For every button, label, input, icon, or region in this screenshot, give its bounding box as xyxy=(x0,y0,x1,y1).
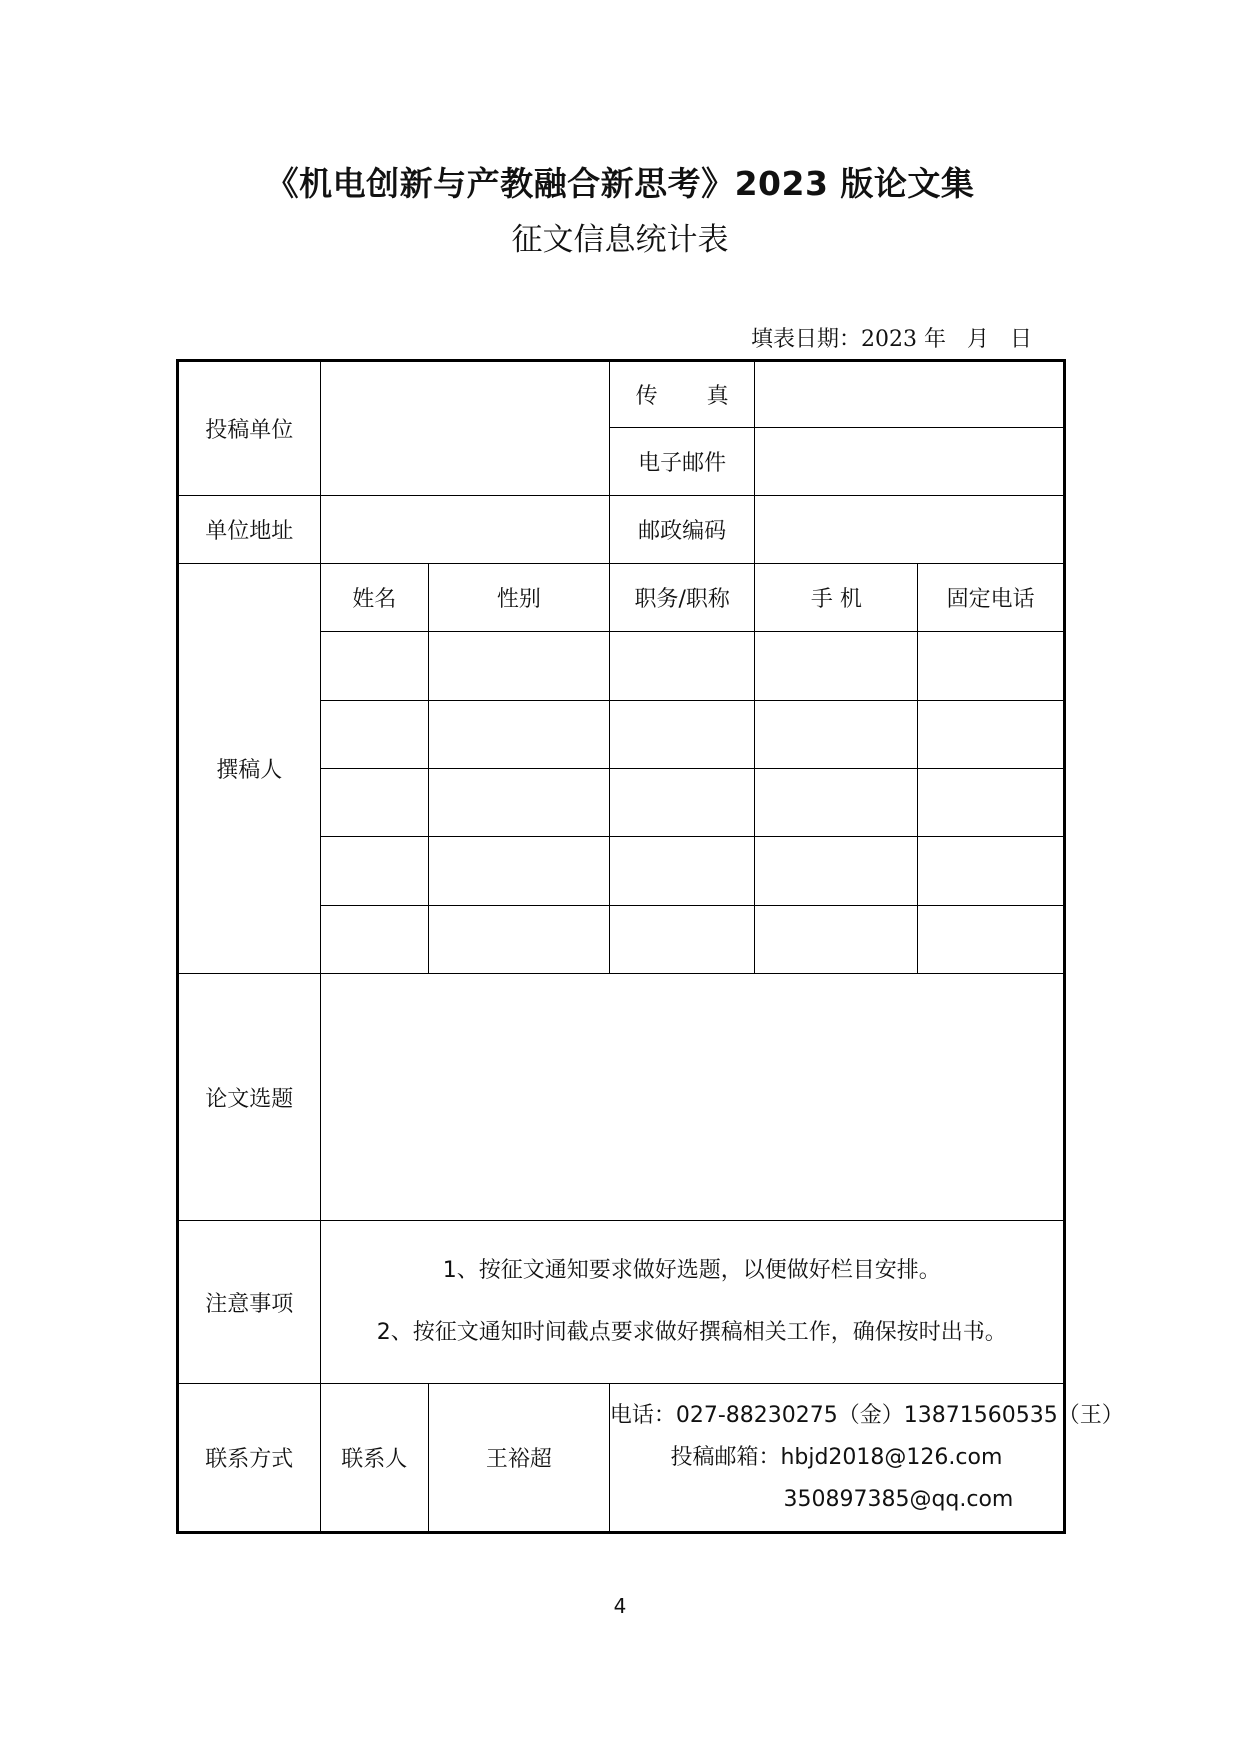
fill-date-line: 填表日期：2023 年 月 日 xyxy=(751,327,1032,352)
author-title-cell[interactable] xyxy=(609,632,755,700)
unit-address-label: 单位地址 xyxy=(178,495,321,563)
note-item: 1、按征文通知要求做好选题，以便做好栏目安排。 xyxy=(442,1258,941,1284)
contact-method-label: 联系方式 xyxy=(178,1384,321,1533)
author-mobile-cell[interactable] xyxy=(755,905,918,973)
notes-content xyxy=(320,1221,1064,1384)
contact-email: 投稿邮箱：hbjd2018@126.com xyxy=(670,1444,1003,1470)
author-gender-cell[interactable] xyxy=(428,700,609,768)
author-landline-cell[interactable] xyxy=(918,700,1065,768)
submission-form-table xyxy=(176,359,1124,1534)
author-mobile-cell[interactable] xyxy=(755,769,918,837)
author-mobile-cell[interactable] xyxy=(755,700,918,768)
paper-topic-label: 论文选题 xyxy=(178,974,321,1221)
author-name-cell[interactable] xyxy=(320,632,428,700)
postal-code-field[interactable] xyxy=(755,495,1065,563)
email-label: 电子邮件 xyxy=(609,428,755,495)
note-item: 2、按征文通知时间截点要求做好撰稿相关工作，确保按时出书。 xyxy=(376,1320,1007,1346)
author-mobile-cell[interactable] xyxy=(755,837,918,905)
author-landline-cell[interactable] xyxy=(918,905,1065,973)
author-name-cell[interactable] xyxy=(320,769,428,837)
author-gender-cell[interactable] xyxy=(428,632,609,700)
author-landline-cell[interactable] xyxy=(918,837,1065,905)
author-title-cell[interactable] xyxy=(609,905,755,973)
contact-info xyxy=(609,1384,1124,1533)
notes-label: 注意事项 xyxy=(178,1221,321,1384)
author-title-cell[interactable] xyxy=(609,769,755,837)
contact-person-label: 联系人 xyxy=(320,1384,428,1533)
contact-phone: 电话：027-88230275（金）13871560535（王） xyxy=(609,1402,1124,1428)
email-field[interactable] xyxy=(755,428,1065,495)
document-title: 《机电创新与产教融合新思考》2023 版论文集 xyxy=(265,164,975,203)
submitting-unit-label: 投稿单位 xyxy=(178,361,321,496)
author-header-gender: 性别 xyxy=(428,564,609,632)
authors-label: 撰稿人 xyxy=(178,564,321,974)
author-name-cell[interactable] xyxy=(320,837,428,905)
fax-field[interactable] xyxy=(755,361,1065,428)
author-name-cell[interactable] xyxy=(320,700,428,768)
document-subtitle: 征文信息统计表 xyxy=(511,222,729,258)
contact-email-secondary: 350897385@qq.com xyxy=(783,1486,1014,1512)
fax-label: 传 真 xyxy=(609,361,755,428)
author-header-mobile: 手 机 xyxy=(755,564,918,632)
author-gender-cell[interactable] xyxy=(428,769,609,837)
author-header-landline: 固定电话 xyxy=(918,564,1065,632)
author-gender-cell[interactable] xyxy=(428,837,609,905)
author-title-cell[interactable] xyxy=(609,700,755,768)
postal-code-label: 邮政编码 xyxy=(609,495,755,563)
contact-person-name: 王裕超 xyxy=(428,1384,609,1533)
author-mobile-cell[interactable] xyxy=(755,632,918,700)
author-header-title: 职务/职称 xyxy=(609,564,755,632)
author-name-cell[interactable] xyxy=(320,905,428,973)
page-number: 4 xyxy=(613,1594,627,1618)
submitting-unit-field[interactable] xyxy=(320,361,609,496)
author-landline-cell[interactable] xyxy=(918,769,1065,837)
author-gender-cell[interactable] xyxy=(428,905,609,973)
author-landline-cell[interactable] xyxy=(918,632,1065,700)
author-title-cell[interactable] xyxy=(609,837,755,905)
paper-topic-field[interactable] xyxy=(320,974,1064,1221)
author-header-name: 姓名 xyxy=(320,564,428,632)
unit-address-field[interactable] xyxy=(320,495,609,563)
